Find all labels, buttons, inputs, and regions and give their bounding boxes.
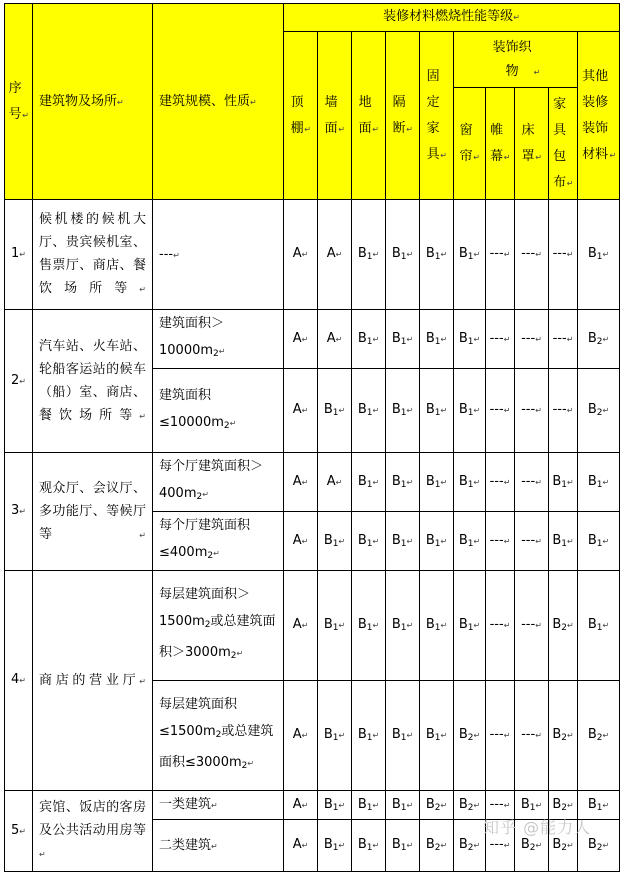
grade-cell: $B_1↵$ — [515, 791, 549, 820]
grade-cell: A↵ — [284, 820, 318, 872]
grade-cell: $B_2↵$ — [549, 571, 578, 681]
row-no: 1↵ — [5, 200, 33, 310]
grade-cell: ---↵ — [549, 200, 578, 310]
grade-cell: $B_2↵$ — [454, 791, 486, 820]
grade-cell: $B_1↵$ — [454, 512, 486, 571]
grade-cell: $B_1↵$ — [578, 453, 620, 512]
grade-cell: $B_1↵$ — [318, 791, 352, 820]
row-scale: 建筑面积$>10000m^2↵$ — [153, 310, 284, 369]
header-scale: 建筑规模、性质↵ — [153, 4, 284, 200]
grade-cell: $B_1↵$ — [352, 369, 386, 453]
grade-cell: $B_2↵$ — [549, 820, 578, 872]
grade-cell: $B_1↵$ — [578, 571, 620, 681]
grade-cell: $B_1↵$ — [318, 369, 352, 453]
header-drape: 帷幕↵ — [486, 88, 515, 200]
grade-cell: $B_1↵$ — [352, 791, 386, 820]
grade-cell: ---↵ — [486, 369, 515, 453]
row-scale: 每层建筑面积$>1500m^2$或总建筑面积$>3000m^2↵$ — [153, 571, 284, 681]
grade-cell: $B_1↵$ — [386, 310, 420, 369]
grade-cell: $B_1↵$ — [318, 820, 352, 872]
grade-cell: ---↵ — [515, 310, 549, 369]
grade-cell: $B_1↵$ — [318, 512, 352, 571]
grade-cell: $B_1↵$ — [549, 512, 578, 571]
header-furniture: 固定家具↵ — [420, 32, 454, 200]
grade-cell: ---↵ — [515, 681, 549, 791]
grade-cell: $B_1↵$ — [386, 791, 420, 820]
grade-cell: A↵ — [318, 453, 352, 512]
grade-cell: $B_2↵$ — [549, 681, 578, 791]
grade-cell: ---↵ — [486, 310, 515, 369]
grade-cell: ---↵ — [486, 453, 515, 512]
grade-cell: ---↵ — [515, 200, 549, 310]
header-ceiling: 顶棚↵ — [284, 32, 318, 200]
header-bedcover: 床罩↵ — [515, 88, 549, 200]
grade-cell: $B_1↵$ — [454, 571, 486, 681]
grade-cell: $B_1↵$ — [578, 791, 620, 820]
grade-cell: A↵ — [284, 791, 318, 820]
grade-cell: $B_2↵$ — [420, 820, 454, 872]
grade-cell: $B_1↵$ — [386, 820, 420, 872]
grade-cell: A↵ — [284, 369, 318, 453]
grade-cell: $B_1↵$ — [420, 571, 454, 681]
grade-cell: A↵ — [284, 681, 318, 791]
grade-cell: A↵ — [318, 310, 352, 369]
grade-cell: $B_1↵$ — [454, 369, 486, 453]
grade-cell: ---↵ — [515, 512, 549, 571]
grade-cell: ---↵ — [486, 791, 515, 820]
grade-cell: A↵ — [284, 512, 318, 571]
grade-cell: $B_1↵$ — [386, 681, 420, 791]
grade-cell: $B_1↵$ — [420, 369, 454, 453]
grade-cell: A↵ — [284, 310, 318, 369]
grade-cell: $B_1↵$ — [420, 200, 454, 310]
header-place: 建筑物及场所↵ — [33, 4, 153, 200]
grade-cell: $B_1↵$ — [352, 571, 386, 681]
grade-cell: $B_2↵$ — [578, 681, 620, 791]
grade-cell: ---↵ — [549, 310, 578, 369]
row-scale: ---↵ — [153, 200, 284, 310]
grade-cell: $B_1↵$ — [420, 453, 454, 512]
header-curtain: 窗帘↵ — [454, 88, 486, 200]
row-scale: 每个厅建筑面积$>400m^2↵$ — [153, 453, 284, 512]
row-place: 观众厅、会议厅、多功能厅、等候厅等↵ — [33, 453, 153, 571]
grade-cell: ---↵ — [515, 571, 549, 681]
grade-cell: $B_1↵$ — [386, 369, 420, 453]
row-no: 2↵ — [5, 310, 33, 453]
row-place: 汽车站、火车站、轮船客运站的候车（船）室、商店、餐饮场所等↵ — [33, 310, 153, 453]
grade-cell: $B_2↵$ — [420, 791, 454, 820]
grade-cell: $B_1↵$ — [352, 681, 386, 791]
grade-cell: A↵ — [284, 571, 318, 681]
grade-cell: $B_2↵$ — [454, 681, 486, 791]
grade-cell: $B_1↵$ — [352, 512, 386, 571]
grade-cell: ---↵ — [515, 369, 549, 453]
header-no: 序号↵ — [5, 4, 33, 200]
row-scale: 一类建筑↵ — [153, 791, 284, 820]
header-wall: 墙面↵ — [318, 32, 352, 200]
grade-cell: $B_1↵$ — [386, 571, 420, 681]
grade-cell: $B_1↵$ — [420, 512, 454, 571]
grade-cell: $B_1↵$ — [454, 310, 486, 369]
row-place: 宾馆、饭店的客房及公共活动用房等↵ — [33, 791, 153, 872]
grade-cell: $B_1↵$ — [420, 310, 454, 369]
table-row — [5, 571, 620, 681]
grade-cell: $B_1↵$ — [454, 200, 486, 310]
grade-cell: $B_1↵$ — [420, 681, 454, 791]
grade-cell: $B_1↵$ — [318, 571, 352, 681]
header-floor: 地面↵ — [352, 32, 386, 200]
grade-cell: ---↵ — [549, 369, 578, 453]
grade-cell: $B_1↵$ — [352, 200, 386, 310]
grade-cell: $B_1↵$ — [549, 453, 578, 512]
grade-cell: A↵ — [318, 200, 352, 310]
fire-rating-table — [4, 3, 620, 872]
header-partition: 隔断↵ — [386, 32, 420, 200]
grade-cell: $B_1↵$ — [352, 820, 386, 872]
grade-cell: A↵ — [284, 453, 318, 512]
grade-cell: $B_2↵$ — [515, 820, 549, 872]
grade-cell: $B_2↵$ — [549, 791, 578, 820]
grade-cell: $B_2↵$ — [578, 310, 620, 369]
grade-cell: $B_1↵$ — [454, 453, 486, 512]
watermark: 知乎 @能力人 — [483, 818, 592, 837]
row-scale: 每层建筑面积$\le 1500m^2$或总建筑面积$\le 3000m^2↵$ — [153, 681, 284, 791]
grade-cell: $B_1↵$ — [386, 512, 420, 571]
grade-cell: $B_2↵$ — [454, 820, 486, 872]
grade-cell: $B_1↵$ — [578, 512, 620, 571]
header-upholstery: 家具包布↵ — [549, 88, 578, 200]
grade-cell: ---↵ — [486, 820, 515, 872]
header-group: 装修材料燃烧性能等级↵ — [284, 4, 620, 32]
grade-cell: ---↵ — [486, 681, 515, 791]
header-textile: 装饰织物 ↵ — [454, 32, 578, 88]
row-no: 5↵ — [5, 791, 33, 872]
row-no: 4↵ — [5, 571, 33, 791]
row-no: 3↵ — [5, 453, 33, 571]
grade-cell: $B_1↵$ — [352, 310, 386, 369]
row-scale: 建筑面积$\le 10000m^2↵$ — [153, 369, 284, 453]
grade-cell: $B_1↵$ — [318, 681, 352, 791]
table-row — [5, 200, 620, 310]
row-place: 商店的营业厅↵ — [33, 571, 153, 791]
row-scale: 二类建筑↵ — [153, 820, 284, 872]
header-other: 其他装修装饰材料↵ — [578, 32, 620, 200]
row-scale: 每个厅建筑面积$\le 400m^2↵$ — [153, 512, 284, 571]
grade-cell: ---↵ — [486, 571, 515, 681]
table-row — [5, 310, 620, 369]
grade-cell: $B_2↵$ — [578, 369, 620, 453]
grade-cell: ---↵ — [515, 453, 549, 512]
grade-cell: $B_2↵$ — [578, 820, 620, 872]
grade-cell: ---↵ — [486, 512, 515, 571]
grade-cell: ---↵ — [486, 200, 515, 310]
grade-cell: $B_1↵$ — [352, 453, 386, 512]
grade-cell: A↵ — [284, 200, 318, 310]
row-place: 候机楼的候机大厅、贵宾候机室、售票厅、商店、餐饮场所等↵ — [33, 200, 153, 310]
grade-cell: $B_1↵$ — [578, 200, 620, 310]
grade-cell: $B_1↵$ — [386, 200, 420, 310]
table-body — [5, 200, 620, 872]
grade-cell: $B_1↵$ — [386, 453, 420, 512]
table-row — [5, 453, 620, 512]
